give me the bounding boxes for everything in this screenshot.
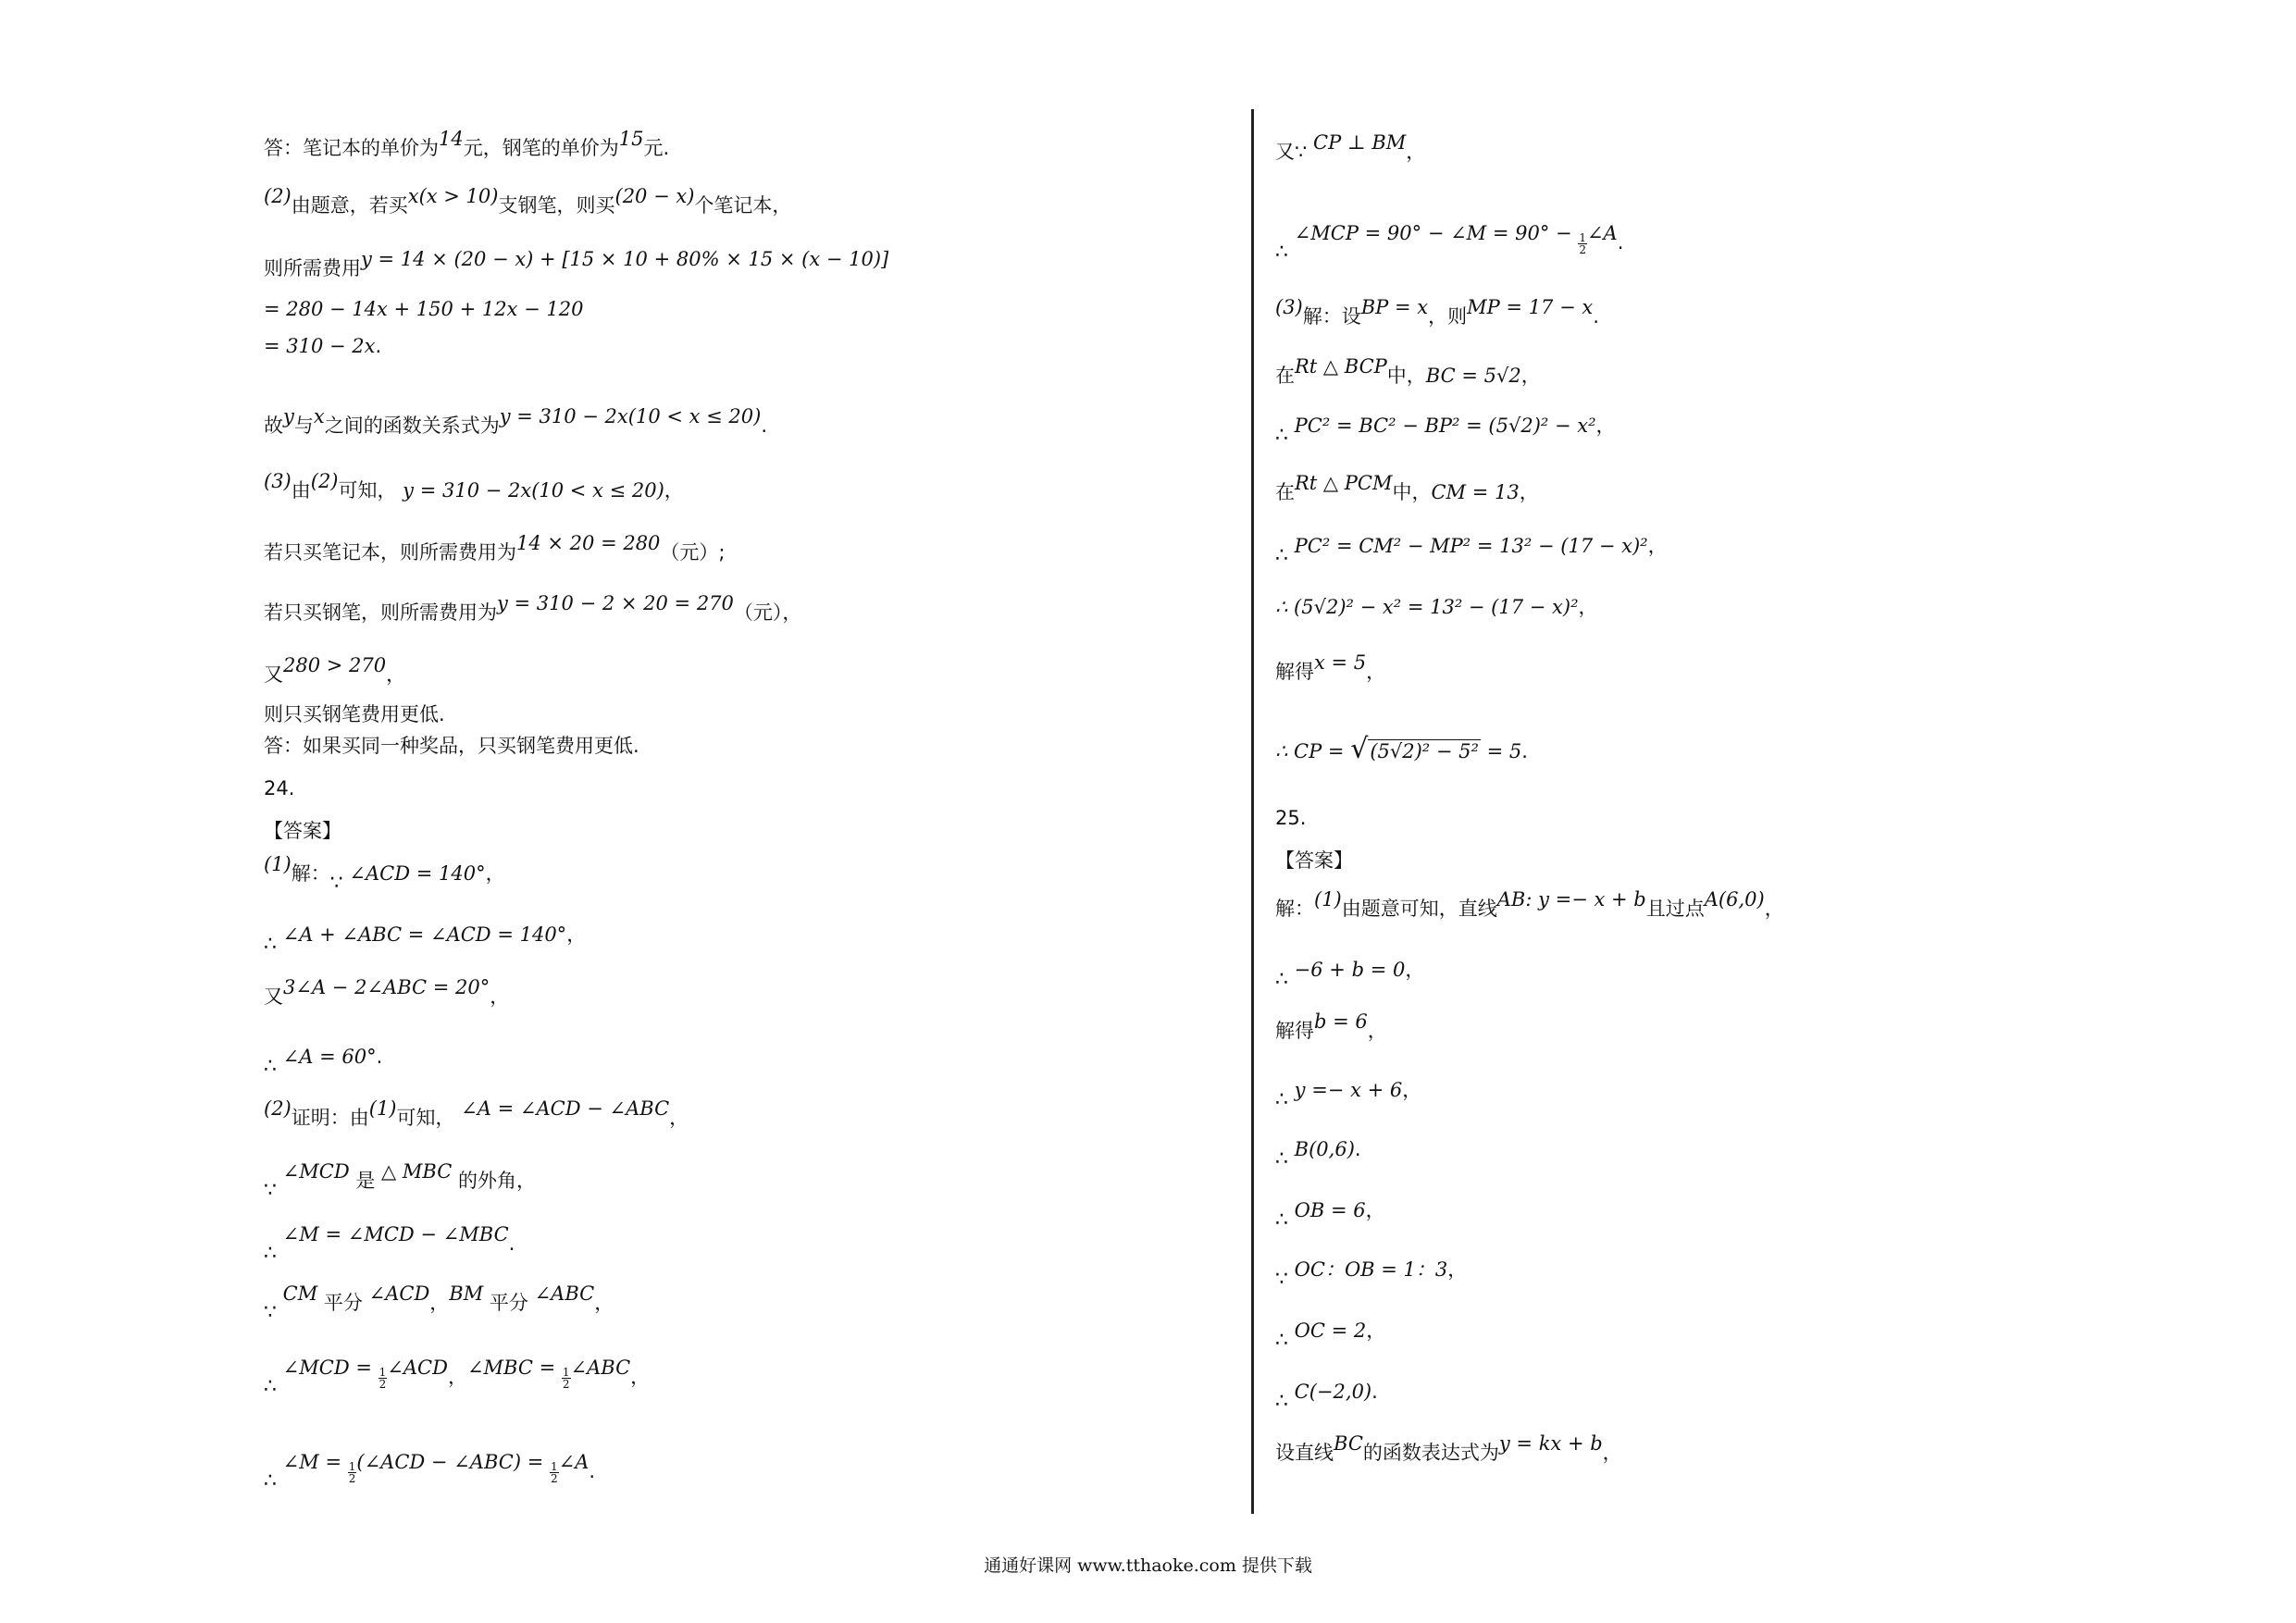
therefore-symbol: ∴ [1275,968,1288,991]
left-line-12 [264,775,294,801]
text-run: ， [630,1366,651,1388]
text-run: 答：如果买同一种奖品，只买钢笔费用更低. [264,735,639,757]
right-line-16 [1275,1136,1361,1171]
math-expression: y = 310 − 2 × 20 = 270 [497,592,734,614]
right-line-20 [1275,1379,1378,1413]
text-run: 元，钢笔的单价为 [463,137,619,159]
math-expression: ∴ CP = [1275,740,1351,762]
math-expression: = 280 − 14x + 150 + 12x − 120 [264,298,584,320]
fraction-numerator: 1 [348,1459,356,1473]
math-expression: = 310 − 2x [264,335,376,357]
fraction [550,1461,559,1484]
math-expression: ∠A [558,1451,590,1473]
sqrt-radicand: (5√2)² − 5² [1370,740,1479,762]
math-expression: OC：OB = 1：3 [1288,1258,1448,1281]
math-expression: OC = 2 [1288,1319,1367,1342]
text-run: 的外角， [452,1170,536,1192]
left-line-1 [264,185,792,218]
left-line-3 [264,296,583,322]
text-run: ， [429,1292,450,1314]
math-expression: BP = x [1360,296,1429,318]
left-line-0 [264,128,670,161]
math-expression: y = kx + b [1498,1432,1603,1455]
right-line-9 [1275,733,1528,765]
left-line-17 [264,1044,383,1078]
therefore-symbol: ∴ [1275,1390,1288,1413]
right-line-7 [1275,594,1598,620]
page-footer: 通通好课网 www.tthaoke.com 提供下载 [984,1555,1312,1576]
therefore-symbol: ∵ [264,1179,277,1202]
left-line-16 [264,976,510,1010]
text-run: 由题意，若买 [291,194,408,217]
left-line-2 [264,248,889,281]
right-line-2 [1275,296,1599,329]
text-run: （元）， [733,601,802,624]
therefore-symbol: ∴ [1275,1208,1288,1232]
math-expression: CM [277,1282,318,1305]
text-run: . [589,1460,596,1482]
text-run: 【答案】 [264,820,341,842]
therefore-symbol: ∴ [1275,1329,1288,1352]
left-line-23 [264,1451,596,1493]
math-expression: (2) [264,185,292,207]
text-run: ， [1365,1199,1385,1221]
sqrt-expression [1350,733,1481,765]
text-run: . [1521,740,1528,762]
text-run: 解：设 [1302,305,1361,328]
text-run: 25. [1275,807,1307,829]
math-expression: ∴ (5√2)² − x² = 13² − (17 − x)² [1275,596,1579,618]
right-line-11 [1275,848,1353,873]
right-line-6 [1275,533,1668,567]
text-run: 之间的函数关系式为 [324,415,500,437]
text-run: ， [1402,1079,1422,1101]
math-expression: ∠MCD [277,1160,350,1183]
therefore-symbol: ∴ [264,933,277,956]
text-run: 若只买钢笔，则所需费用为 [264,601,497,624]
text-run: ， [386,663,406,686]
text-run: ， [1406,141,1426,163]
left-line-8 [264,592,802,626]
text-run: 元. [643,137,670,159]
text-run: 在 [1275,481,1295,503]
fraction-denominator: 2 [379,1377,387,1391]
text-run: 故 [264,415,283,437]
math-expression: OB = 6 [1288,1199,1366,1221]
therefore-symbol: ∴ [1275,424,1288,447]
math-expression: x = 5 [1314,651,1367,674]
math-expression: 15 [618,128,644,150]
text-run: 解： [1275,898,1314,920]
text-run: ， [1595,415,1616,437]
text-run: 可知， [338,479,397,502]
math-expression: (3) [264,470,292,492]
text-run: ， [566,923,587,946]
math-expression: y [283,405,294,427]
fraction-denominator: 2 [1579,242,1586,256]
fraction [379,1367,388,1390]
text-run: 中， [1392,481,1432,503]
math-expression: △ MBC [381,1160,453,1183]
math-expression: 14 [439,128,464,150]
fraction [348,1461,357,1484]
text-run: 24. [264,777,295,799]
math-expression: y =− x + 6 [1288,1079,1403,1101]
left-line-4 [264,333,381,359]
text-run: 可知， [396,1107,455,1129]
text-run: ， [1764,898,1784,920]
text-run: 由题意可知，直线 [1341,898,1497,920]
math-expression: C(−2,0) [1288,1381,1372,1403]
left-line-10 [264,701,445,727]
text-run: ， [1405,959,1425,981]
text-run: ， [1366,1319,1386,1342]
text-run: 是 [349,1170,382,1192]
math-expression: 3∠A − 2∠ABC = 20° [283,976,490,998]
left-line-13 [264,818,341,844]
math-expression: y = 14 × (20 − x) + [15 × 10 + 80% × 15 × (x − 10)] [361,248,889,270]
math-expression: (20 − x) [614,185,695,207]
text-run: ，则 [1428,305,1468,328]
math-expression: MP = 17 − x [1467,296,1594,318]
text-run: 则只买钢笔费用更低. [264,703,445,725]
right-line-18 [1275,1257,1468,1291]
left-line-19 [264,1160,536,1202]
text-run: 在 [1275,365,1295,387]
math-expression: BM [449,1282,484,1305]
math-expression: (∠ACD − ∠ABC) = [356,1451,550,1473]
text-run: ， [669,1107,689,1129]
left-line-20 [264,1223,515,1265]
right-line-15 [1275,1077,1422,1111]
fraction [562,1367,571,1390]
text-run: ， [1447,1258,1468,1281]
text-run: 由 [291,479,311,502]
therefore-symbol: ∵ [329,872,343,895]
therefore-symbol: ∴ [1275,1088,1288,1111]
therefore-symbol: ∵ [1275,1268,1288,1291]
math-expression: CM = 13 [1431,481,1520,503]
fraction-denominator: 2 [562,1377,570,1391]
math-expression: y = 310 − 2x(10 < x ≤ 20) [396,479,664,502]
math-expression: Rt △ PCM [1295,472,1393,494]
fraction-numerator: 1 [379,1365,387,1379]
text-run: ， [1578,596,1598,618]
text-run: . [1354,1138,1361,1160]
column-divider [1251,109,1254,1514]
text-run: 的函数表达式为 [1362,1442,1499,1464]
math-expression: PC² = CM² − MP² = 13² − (17 − x)² [1288,535,1648,557]
right-line-21 [1275,1432,1622,1466]
math-expression: Rt △ BCP [1295,355,1387,378]
left-line-18 [264,1097,689,1131]
math-expression: ∠ACD [368,1282,430,1305]
left-line-14 [264,853,505,895]
math-expression: y = 310 − 2x(10 < x ≤ 20) [499,405,762,427]
fraction-denominator: 2 [348,1471,356,1485]
therefore-symbol: ∴ [264,1055,277,1078]
right-line-3 [1275,355,1541,389]
text-run: 【答案】 [1275,849,1353,872]
right-line-1 [1275,222,1624,264]
text-run: 又 [264,663,283,686]
math-expression: −6 + b = 0 [1288,959,1406,981]
math-expression: ∠MCP = 90° − ∠M = 90° − [1288,222,1579,244]
math-expression: (3) [1275,296,1303,318]
right-line-14 [1275,1010,1387,1044]
math-expression: BC = 5√2 [1425,365,1521,387]
text-run: ， [1367,1020,1387,1042]
text-run: 支钢笔，则买 [498,194,615,217]
right-line-8 [1275,651,1386,685]
text-run: ， [1602,1442,1622,1464]
text-run: . [761,415,768,437]
math-expression: (1) [368,1097,397,1120]
text-run: 若只买笔记本，则所需费用为 [264,541,516,564]
left-line-6 [264,470,684,503]
right-line-13 [1275,957,1425,991]
math-expression: ∠M = ∠MCD − ∠MBC [277,1223,509,1245]
text-run: 证明：由 [291,1107,369,1129]
math-expression: ∠ABC [534,1282,595,1305]
left-line-9 [264,654,406,688]
text-run: ， [447,1366,467,1388]
text-run: ， [1647,535,1668,557]
text-run: 又∵ [1275,141,1308,163]
right-line-5 [1275,472,1539,505]
math-expression: ∠A = 60° [277,1046,377,1068]
math-expression: (1) [1314,888,1342,911]
therefore-symbol: ∴ [264,1375,277,1398]
fraction-denominator: 2 [550,1471,558,1485]
therefore-symbol: ∴ [264,1469,277,1493]
therefore-symbol: ∴ [1275,1147,1288,1171]
text-run: 与 [293,415,314,437]
math-expression: ∠ABC [570,1357,631,1379]
fraction [1578,232,1587,255]
right-line-19 [1275,1318,1386,1352]
sqrt-icon: √ [1350,733,1369,765]
text-run: 解： [291,862,330,885]
left-line-22 [264,1357,651,1398]
text-run: 设直线 [1275,1442,1334,1464]
text-run: 答：笔记本的单价为 [264,137,439,159]
text-run: ， [1520,365,1541,387]
right-line-17 [1275,1197,1385,1232]
math-expression: 14 × 20 = 280 [516,532,661,554]
fraction-numerator: 1 [562,1365,570,1379]
text-run: . [1371,1381,1378,1403]
math-expression: 280 > 270 [283,654,387,676]
math-expression: ∠MCD = [277,1357,379,1379]
math-expression: ∠A + ∠ABC = ∠ACD = 140° [277,923,567,946]
math-expression: ∠A [1586,222,1618,244]
math-expression: ∠MBC = [466,1357,562,1379]
text-run: ， [594,1292,614,1314]
text-run: ， [664,479,684,502]
math-expression: ∠M = [277,1451,348,1473]
math-expression: (2) [264,1097,292,1120]
math-expression: (2) [310,470,339,492]
text-run: . [375,335,382,357]
left-line-15 [264,922,587,956]
text-run: 则所需费用 [264,257,361,279]
math-expression: ∠ACD = 140° [342,862,486,885]
left-line-7 [264,532,726,565]
math-expression: b = 6 [1314,1010,1368,1033]
text-run: 且过点 [1645,898,1705,920]
math-expression: BC [1334,1432,1363,1455]
right-line-10 [1275,805,1306,831]
math-expression: (1) [264,853,292,875]
math-expression: A(6,0) [1704,888,1765,911]
math-expression: B(0,6) [1288,1138,1355,1160]
text-run: ， [1519,481,1539,503]
text-run: . [508,1233,515,1255]
math-expression: ∠ACD [387,1357,448,1379]
math-expression: = 5 [1480,740,1522,762]
text-run: 平分 [483,1292,535,1314]
text-run: 中， [1386,365,1426,387]
fraction-numerator: 1 [1579,230,1586,244]
right-line-4 [1275,413,1616,447]
text-run: . [376,1046,383,1068]
fraction-numerator: 1 [550,1459,558,1473]
therefore-symbol: ∴ [1275,544,1288,567]
text-run: ， [485,862,505,885]
left-line-5 [264,405,768,439]
text-run: ， [1366,661,1386,683]
text-run: . [1617,231,1624,254]
math-expression: AB: y =− x + b [1496,888,1646,911]
left-line-11 [264,733,639,759]
text-run: （元）; [660,541,726,564]
text-run: 平分 [317,1292,369,1314]
math-expression: ∠A = ∠ACD − ∠ABC [454,1097,670,1120]
text-run: 又 [264,985,283,1008]
therefore-symbol: ∴ [264,1242,277,1265]
math-expression: PC² = BC² − BP² = (5√2)² − x² [1288,415,1596,437]
right-line-12 [1275,888,1784,922]
text-run: . [1593,305,1599,328]
therefore-symbol: ∴ [1275,241,1288,264]
text-run: 解得 [1275,661,1314,683]
text-run: ， [490,985,510,1008]
math-expression: x [313,405,325,427]
math-expression: CP ⊥ BM [1307,131,1407,154]
math-expression: x(x > 10) [407,185,499,207]
right-line-0 [1275,131,1426,165]
therefore-symbol: ∵ [264,1301,277,1324]
left-line-21 [264,1282,614,1324]
text-run: 个笔记本， [694,194,792,217]
text-run: 解得 [1275,1020,1314,1042]
